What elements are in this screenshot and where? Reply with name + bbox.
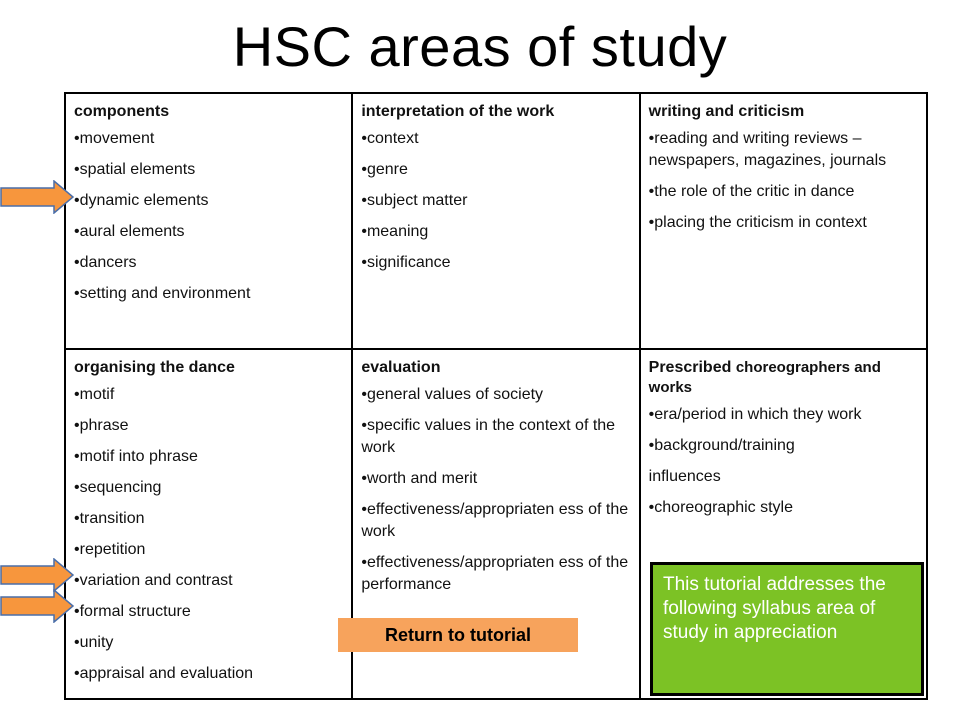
heading-prescribed: Prescribed [648, 359, 732, 376]
list-item: • repetition [74, 539, 343, 561]
list-item: • context [361, 128, 630, 150]
list-item: • motif into phrase [74, 446, 343, 468]
cell-organising [65, 349, 352, 699]
list-item: • general values of society [361, 384, 630, 406]
list-item: • the role of the critic in dance [649, 181, 918, 203]
list-item: • dynamic elements [74, 190, 343, 212]
list-item: • subject matter [361, 190, 630, 212]
arrow-right-icon [0, 589, 74, 623]
list-item: • transition [74, 508, 343, 530]
arrow-right-icon [0, 180, 74, 214]
list-item: • formal structure [74, 601, 343, 623]
heading-choreographers: choreographers and works [648, 359, 881, 396]
list-item: • background/training [649, 435, 918, 457]
list-item: influences [648, 468, 721, 485]
list-item: • placing the criticism in context [649, 212, 918, 234]
cell-writing-criticism [640, 93, 927, 349]
page-title: HSC areas of study [232, 15, 728, 78]
cell-interpretation [352, 93, 639, 349]
return-to-tutorial-button[interactable]: Return to tutorial [338, 618, 578, 652]
list-item: • dancers [74, 252, 343, 274]
list-item: • movement [74, 128, 343, 150]
cell-components [65, 93, 352, 349]
list-item: • significance [361, 252, 630, 274]
list-item: • unity [74, 632, 343, 654]
list-item: • genre [361, 159, 630, 181]
list-item: • worth and merit [361, 468, 630, 490]
list-item: • effectiveness/appropriaten ess of the work [361, 499, 630, 543]
list-item: • choreographic style [649, 497, 918, 519]
list-item: • appraisal and evaluation [74, 663, 343, 685]
cell-heading: evaluation [361, 359, 441, 376]
list-item: • setting and environment [74, 283, 343, 305]
list-item: • variation and contrast [74, 570, 343, 592]
list-item: • effectiveness/appropriaten ess of the performance [361, 552, 630, 596]
list-item: • sequencing [74, 477, 343, 499]
list-item: • motif [74, 384, 343, 406]
arrow-right-icon [0, 558, 74, 592]
list-item: • era/period in which they work [649, 404, 918, 426]
list-item: • spatial elements [74, 159, 343, 181]
cell-heading: components [74, 103, 170, 120]
cell-heading [649, 358, 918, 398]
cell-heading: interpretation of the work [361, 103, 555, 120]
cell-heading: organising the dance [74, 359, 235, 376]
cell-heading: writing and criticism [648, 103, 805, 120]
table-row [65, 93, 927, 349]
list-item: • specific values in the context of the work [361, 415, 630, 459]
list-item: • meaning [361, 221, 630, 243]
list-item: • reading and writing reviews – newspapers, magazines, journals [649, 128, 918, 172]
list-item: • aural elements [74, 221, 343, 243]
list-item: • phrase [74, 415, 343, 437]
tutorial-note: This tutorial addresses the following syllabus area of study in appreciation [650, 562, 924, 696]
